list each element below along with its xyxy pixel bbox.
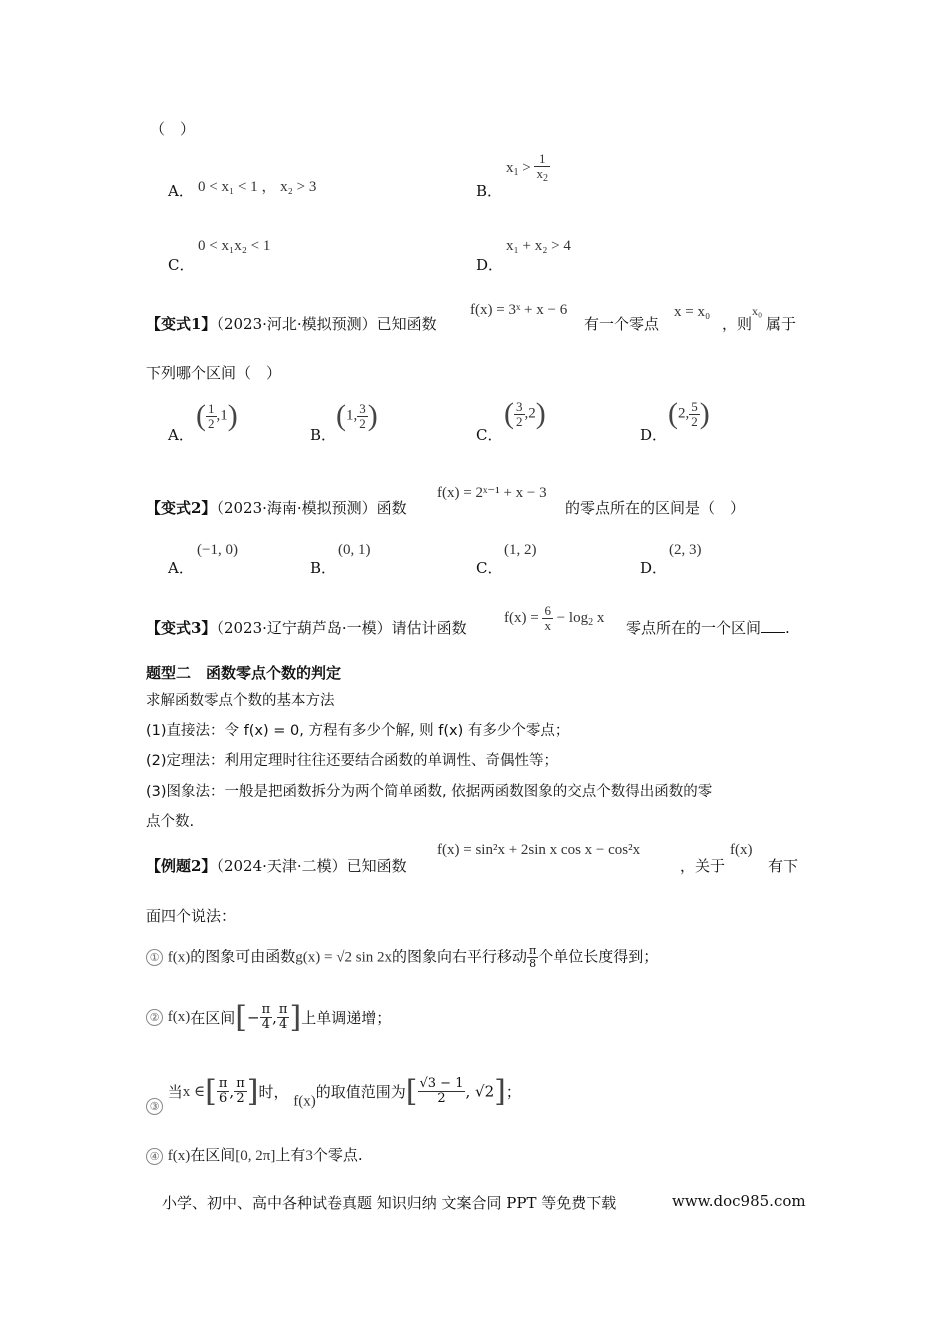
variant1-tail2: 属于 (766, 315, 797, 333)
variant1-option-b-label: B． (310, 426, 337, 444)
variant3-line1: 【变式3】（2023·辽宁葫芦岛·一模）请估计函数 (146, 619, 467, 637)
section-title: 题型二 函数零点个数的判定 (146, 664, 342, 682)
variant2-option-a-math: (−1, 0) (197, 542, 238, 558)
variant3-tag: 【变式3】 (146, 619, 217, 637)
method-2: (2)定理法：利用定理时往往还要结合函数的单调性、奇偶性等； (146, 753, 559, 769)
variant1-option-c-label: C． (476, 426, 503, 444)
variant2-option-b-label: B． (310, 559, 337, 577)
variant1-zero: x = x₀ (674, 304, 711, 320)
statement-1: ① f(x)的图象可由函数g(x) = √2 sin 2x的图象向右平行移动 $\frac{\pi}{8}$ 个单位长度得到； (146, 945, 658, 970)
variant2-option-d-math: (2, 3) (669, 542, 702, 558)
variant1-line1: 【变式1】（2023·河北·模拟预测）已知函数 (146, 315, 437, 333)
statement-3: ③ 当x ∈[ $\frac{\pi}{6}$ , $\frac{\pi}{2}$ ]时， f(x)的取值范围为[ $\frac{√3 - 1}{2}$ , √2]； (146, 1074, 521, 1115)
variant2-option-c-label: C． (476, 559, 503, 577)
variant3-tail: 零点所在的一个区间 . (626, 619, 790, 637)
statement-2: ② f(x)在区间[− $\frac{\pi}{4}$ , $\frac{\pi}{4}$ ]上单调递增； (146, 1000, 391, 1035)
example2-line2: 面四个说法： (146, 907, 237, 925)
section-intro: 求解函数零点个数的基本方法 (146, 693, 335, 709)
variant2-option-c-math: (1, 2) (504, 542, 537, 558)
example2-tail2: 有下 (768, 857, 799, 875)
variant2-option-b-math: (0, 1) (338, 542, 371, 558)
method-3-line1: (3)图象法：一般是把函数拆分为两个简单函数, 依据两函数图象的交点个数得出函数的零 (146, 784, 713, 800)
variant2-option-d-label: D． (640, 559, 668, 577)
option-a-label: A． (168, 182, 194, 200)
option-b-math: $x_1$ > $\frac{1}{x_2}$ (506, 151, 548, 184)
footer-url[interactable]: www.doc985.com (672, 1192, 806, 1210)
method-1: (1)直接法：令 f(x) = 0, 方程有多少个解, 则 f(x) 有多少个零点； (146, 723, 570, 739)
answer-parens: （ ） (150, 120, 196, 138)
option-a-math: 0 < x₁ < 1 ， x₂ > 3 (198, 179, 317, 195)
option-c-label: C． (168, 256, 195, 274)
example2-tail: ，关于 (680, 857, 726, 875)
footer-text: 小学、初中、高中各种试卷真题 知识归纳 文案合同 PPT 等免费下载 (162, 1194, 617, 1212)
variant1-mid: 有一个零点 (584, 315, 660, 333)
variant1-option-d-math: (2, $\frac{5}{2}$ ) (668, 397, 710, 430)
variant1-option-c-math: ( $\frac{3}{2}$ ,2) (504, 397, 546, 430)
example2-line1: 【例题2】（2024·天津·二模）已知函数 (146, 857, 407, 875)
option-b-label: B． (476, 182, 503, 200)
variant1-tail: ，则 (722, 315, 753, 333)
method-3-line2: 点个数. (146, 814, 195, 830)
variant2-line1: 【变式2】（2023·海南·模拟预测）函数 (146, 499, 407, 517)
variant1-tag: 【变式1】 (146, 315, 217, 333)
variant1-option-a-label: A． (168, 426, 194, 444)
variant2-option-a-label: A． (168, 559, 194, 577)
example2-func: f(x) = sin²x + 2sin x cos x − cos²x (437, 842, 641, 858)
variant2-tail: 的零点所在的区间是（ ） (565, 499, 746, 517)
statement-4: ④ f(x)在区间[0, 2π]上有3个零点. (146, 1144, 363, 1165)
answer-blank (761, 618, 785, 633)
example2-fx: f(x) (730, 842, 753, 858)
variant2-func: f(x) = 2ˣ⁻¹ + x − 3 (437, 485, 547, 501)
variant1-option-b-math: (1, $\frac{3}{2}$ ) (336, 399, 378, 432)
variant3-func: f(x) = $\frac{6}{x}$ − $\log_2 x$ (504, 603, 605, 633)
variant1-option-a-math: ( $\frac{1}{2}$ ,1) (196, 399, 238, 432)
variant2-tag: 【变式2】 (146, 499, 217, 517)
example2-tag: 【例题2】 (146, 857, 217, 875)
option-c-math: 0 < x₁x₂ < 1 (198, 238, 271, 254)
variant1-func: f(x) = 3ˣ + x − 6 (470, 302, 568, 318)
variant1-x0: x₀ (752, 304, 763, 318)
variant1-line2: 下列哪个区间（ ） (146, 364, 282, 382)
option-d-label: D． (476, 256, 504, 274)
variant1-option-d-label: D． (640, 426, 668, 444)
option-d-math: x₁ + x₂ > 4 (506, 238, 571, 254)
